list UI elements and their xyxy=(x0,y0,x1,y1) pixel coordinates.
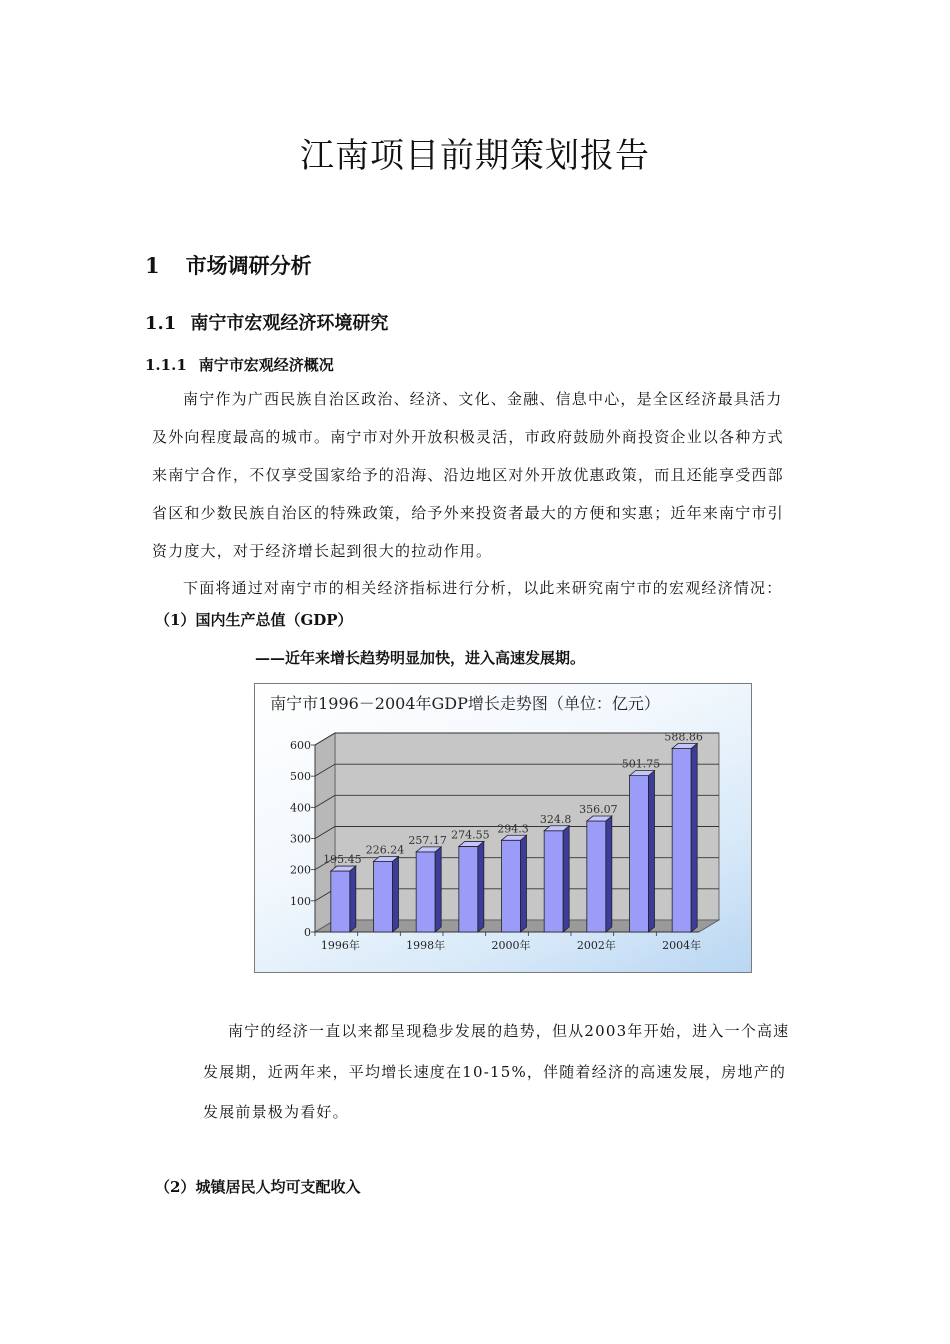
chart-data-label: 588.86 xyxy=(664,730,703,744)
chart-bar xyxy=(416,847,441,932)
chart-data-label: 324.8 xyxy=(539,812,572,826)
chart-x-tick-label: 2004年 xyxy=(662,939,702,952)
item-title: 国内生产总值（GDP） xyxy=(195,611,353,629)
chart-y-tick-label: 300 xyxy=(290,832,311,846)
chart-y-tick-label: 400 xyxy=(290,801,311,815)
chart-data-label: 195.45 xyxy=(323,853,362,867)
section-1-heading xyxy=(145,250,312,280)
analysis-line: 下面将通过对南宁市的相关经济指标进行分析，以此来研究南宁市的宏观经济情况： xyxy=(183,579,783,597)
section-title: 市场调研分析 xyxy=(185,253,312,278)
document-title: 江南项目前期策划报告 xyxy=(300,136,650,176)
intro-line-1: 南宁作为广西民族自治区政治、经济、文化、金融、信息中心，是全区经济最具活力 xyxy=(183,390,783,408)
intro-line-4: 省区和少数民族自治区的特殊政策，给予外来投资者最大的方便和实惠；近年来南宁市引 xyxy=(152,504,784,522)
section-1-1-1-heading xyxy=(145,354,334,375)
chart-bar xyxy=(587,816,612,932)
item-number: （1） xyxy=(155,611,196,629)
chart-data-label: 294.3 xyxy=(497,822,529,836)
chart-x-tick-label: 1998年 xyxy=(406,939,446,952)
section-number: 1 xyxy=(145,253,160,278)
chart-bar xyxy=(459,841,484,932)
section-number: 1.1.1 xyxy=(145,356,187,374)
intro-line-5: 资力度大，对于经济增长起到很大的拉动作用。 xyxy=(152,542,493,560)
item-2-heading xyxy=(155,1176,360,1197)
chart-bar xyxy=(544,826,569,932)
summary-line-2: 发展期，近两年来，平均增长速度在10-15%，伴随着经济的高速发展，房地产的 xyxy=(203,1063,787,1081)
intro-line-2: 及外向程度最高的城市。南宁市对外开放积极灵活，市政府鼓励外商投资企业以各种方式 xyxy=(152,428,784,446)
item-number: （2） xyxy=(155,1178,196,1196)
chart-data-label: 226.24 xyxy=(365,843,405,857)
chart-y-tick-label: 600 xyxy=(290,739,311,752)
chart-x-tick-label: 2002年 xyxy=(576,939,616,952)
section-title: 南宁市宏观经济概况 xyxy=(198,356,334,374)
section-title: 南宁市宏观经济环境研究 xyxy=(190,313,389,334)
chart-x-tick-label: 2000年 xyxy=(491,939,531,952)
chart-x-tick-labels xyxy=(315,932,701,952)
chart-data-label: 501.75 xyxy=(621,757,661,771)
gdp-chart-svg xyxy=(255,684,751,972)
summary-line-3: 发展前景极为看好。 xyxy=(203,1103,349,1121)
chart-y-tick-label: 100 xyxy=(290,894,311,908)
chart-bar xyxy=(672,743,697,932)
intro-line-3: 来南宁合作，不仅享受国家给予的沿海、沿边地区对外开放优惠政策，而且还能享受西部 xyxy=(152,466,784,484)
chart-data-label: 356.07 xyxy=(579,803,618,817)
chart-y-tick-label: 200 xyxy=(290,863,311,877)
section-number: 1.1 xyxy=(145,313,177,334)
chart-bar xyxy=(374,856,399,932)
chart-y-tick-label: 500 xyxy=(290,770,311,784)
chart-data-label: 257.17 xyxy=(408,833,447,847)
chart-y-tick-label: 0 xyxy=(304,926,311,939)
chart-data-label: 274.55 xyxy=(451,828,490,842)
section-1-1-heading xyxy=(145,309,388,335)
item-1-subtitle: ——近年来增长趋势明显加快，进入高速发展期。 xyxy=(255,649,586,667)
summary-line-1: 南宁的经济一直以来都呈现稳步发展的趋势，但从2003年开始，进入一个高速 xyxy=(228,1022,790,1040)
chart-x-tick-label: 1996年 xyxy=(320,939,360,952)
chart-y-tick-labels xyxy=(290,739,311,939)
chart-bar xyxy=(331,866,356,932)
item-title: 城镇居民人均可支配收入 xyxy=(195,1178,361,1196)
item-1-heading xyxy=(155,609,353,630)
chart-bar xyxy=(502,835,527,932)
chart-bar xyxy=(630,771,655,932)
chart-title: 南宁市1996－2004年GDP增长走势图（单位：亿元） xyxy=(270,694,660,713)
gdp-chart xyxy=(254,683,752,973)
